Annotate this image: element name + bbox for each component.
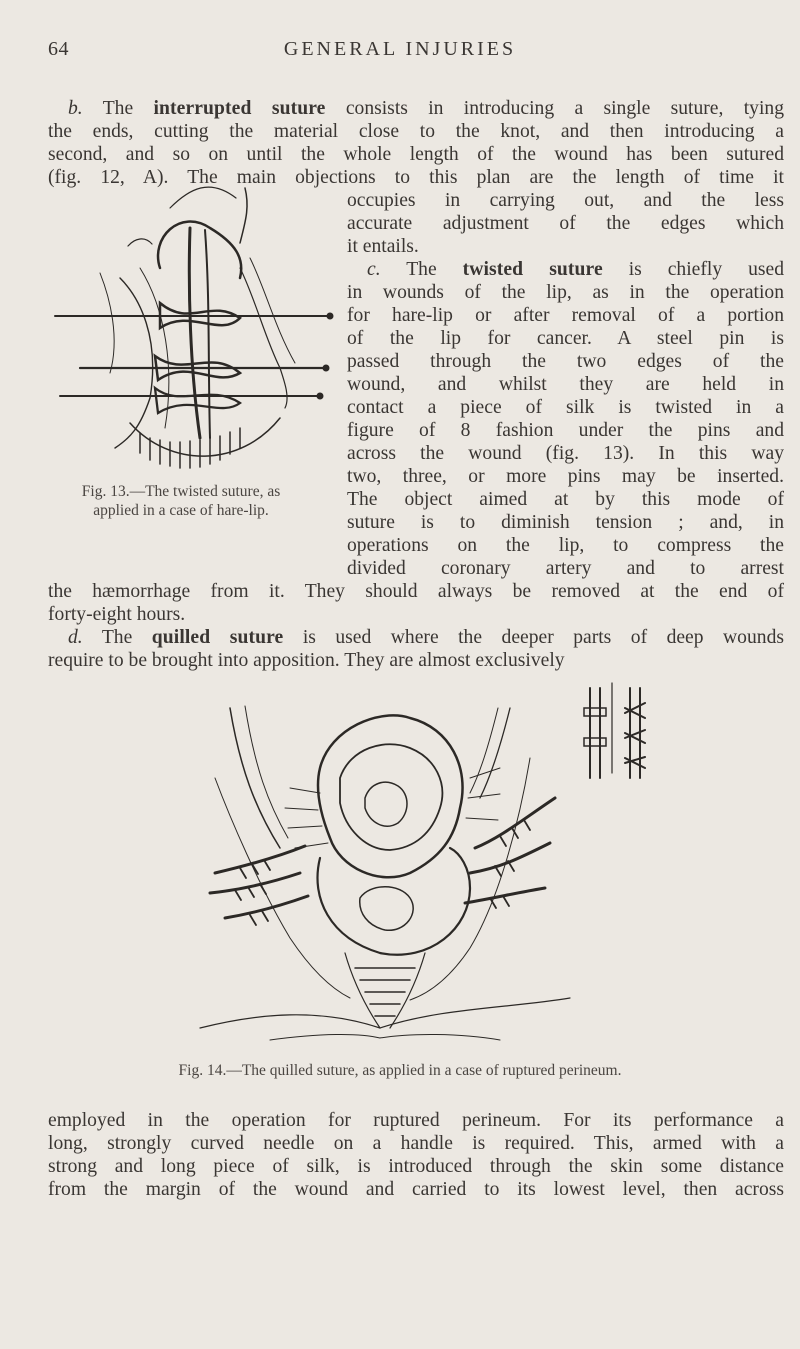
- para-c-line-15: the hæmorrhage from it. They should always be removed at the end of: [48, 581, 784, 602]
- para-c-line-8: figure of 8 fashion under the pins and: [347, 420, 784, 441]
- para-d-line-1: d. The quilled suture is used where the deeper parts of deep wounds: [68, 627, 784, 648]
- para-b-line-6: accurate adjustment of the edges which: [347, 213, 784, 234]
- figure-13: [40, 168, 340, 480]
- para-b-line-7: it entails.: [347, 236, 419, 257]
- figure-13-caption-line-1: Fig. 13.—The twisted suture, as: [81, 483, 281, 500]
- para-c-line-4: of the lip for cancer. A steel pin is: [347, 328, 784, 349]
- page-number: 64: [48, 38, 69, 60]
- para-c-line-12: suture is to diminish tension ; and, in: [347, 512, 784, 533]
- figure-14: [170, 668, 690, 1048]
- para-b-line-1: b. The interrupted suture consists in introducing a single suture, tying: [68, 98, 784, 119]
- para-b-line-4: (fig. 12, A). The main objections to this plan are the length of time it: [48, 167, 784, 188]
- figure-13-caption: [40, 482, 322, 520]
- para-b-line-2: the ends, cutting the material close to the knot, and then introducing a: [48, 121, 784, 142]
- para-c-line-5: passed through the two edges of the: [347, 351, 784, 372]
- para-c-line-11: The object aimed at by this mode of: [347, 489, 784, 510]
- para-b-line-3: second, and so on until the whole length of the wound has been sutured: [48, 144, 784, 165]
- para-c-line-7: contact a piece of silk is twisted in a: [347, 397, 784, 418]
- para-d-line-2: require to be brought into apposition. They are almost exclusively: [48, 650, 565, 671]
- para-e-line-1: employed in the operation for ruptured perineum. For its performance a: [48, 1110, 784, 1131]
- para-e-line-2: long, strongly curved needle on a handle is required. This, armed with a: [48, 1133, 784, 1154]
- para-c-line-13: operations on the lip, to compress the: [347, 535, 784, 556]
- para-e-line-3: strong and long piece of silk, is introduced through the skin some distance: [48, 1156, 784, 1177]
- figure-14-caption: Fig. 14.—The quilled suture, as applied in a case of ruptured perineum.: [178, 1062, 622, 1079]
- para-c-line-16: forty-eight hours.: [48, 604, 186, 625]
- page-header: [48, 38, 752, 66]
- para-c-line-1: c. The twisted suture is chiefly used: [367, 259, 784, 280]
- figure-13-caption-line-2: applied in a case of hare-lip.: [93, 502, 269, 519]
- twisted-suture-illustration: [40, 168, 340, 480]
- para-c-line-2: in wounds of the lip, as in the operation: [347, 282, 784, 303]
- para-c-line-3: for hare-lip or after removal of a portion: [347, 305, 784, 326]
- quilled-suture-illustration: [170, 668, 690, 1048]
- para-b-line-5: occupies in carrying out, and the less: [347, 190, 784, 211]
- para-e-line-4: from the margin of the wound and carried to its lowest level, then across: [48, 1179, 784, 1200]
- para-c-line-10: two, three, or more pins may be inserted.: [347, 466, 784, 487]
- para-c-line-6: wound, and whilst they are held in: [347, 374, 784, 395]
- running-head: GENERAL INJURIES: [283, 38, 517, 60]
- para-c-line-14: divided coronary artery and to arrest: [347, 558, 784, 579]
- para-c-line-9: across the wound (fig. 13). In this way: [347, 443, 784, 464]
